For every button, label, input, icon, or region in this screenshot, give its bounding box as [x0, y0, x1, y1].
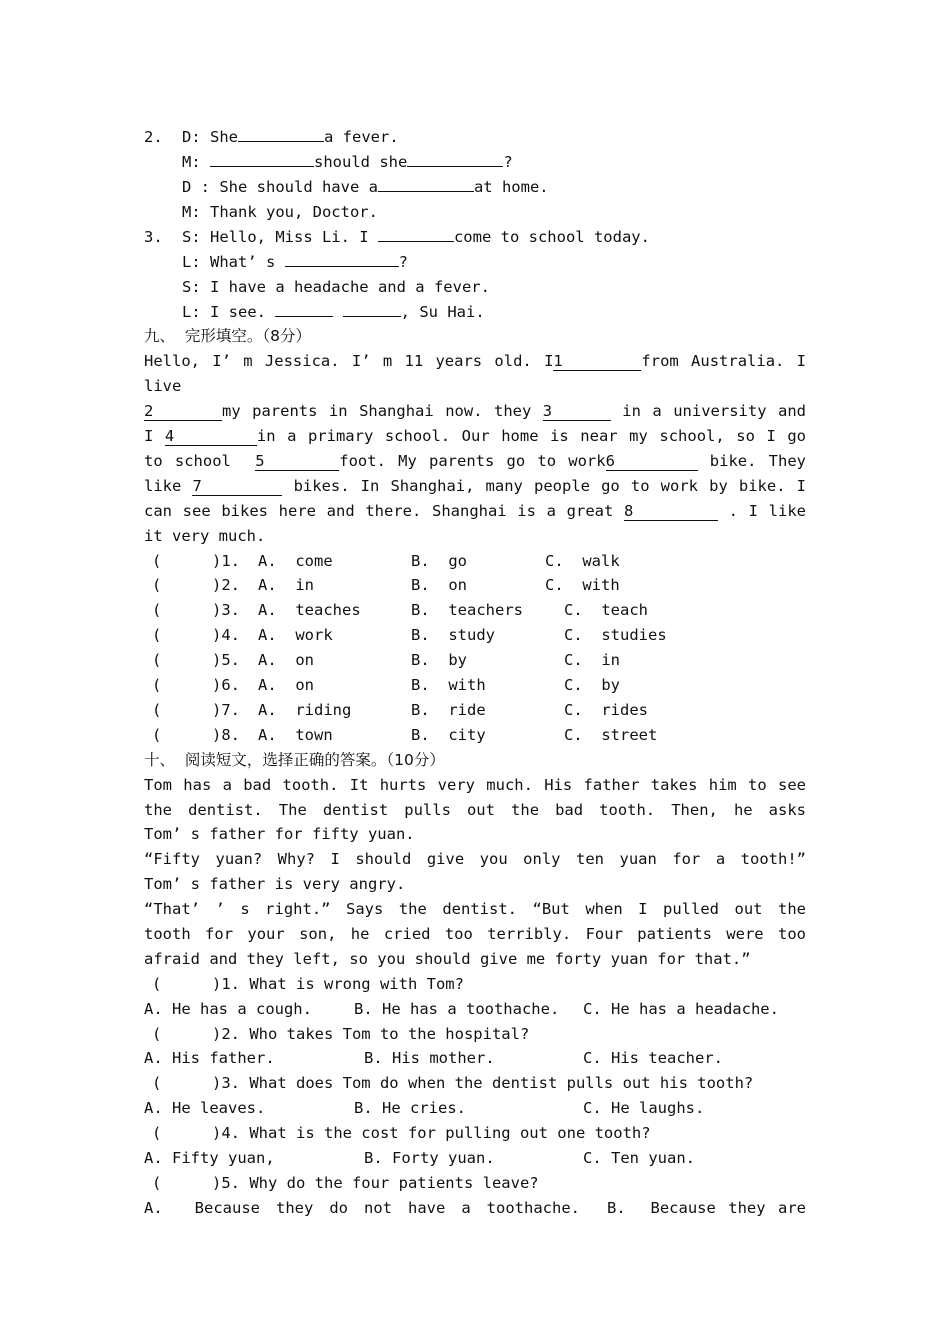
- cloze-blank-5[interactable]: 5: [255, 452, 339, 471]
- answer-b[interactable]: B. He has a toothache.: [354, 1000, 560, 1018]
- dialogue-3-number: 3.: [144, 228, 163, 246]
- option-c[interactable]: C. rides: [564, 701, 648, 719]
- option-row-paren: (: [152, 701, 162, 719]
- option-b[interactable]: B. study: [411, 626, 495, 644]
- option-a[interactable]: A. town: [258, 726, 333, 744]
- question-5: )5. Why do the four patients leave?: [212, 1174, 539, 1192]
- cloze-blank-7[interactable]: 7: [192, 477, 282, 496]
- option-c[interactable]: C. in: [564, 651, 620, 669]
- answer-a[interactable]: A. He leaves.: [144, 1099, 266, 1117]
- blank[interactable]: [343, 316, 401, 317]
- cloze-line-3: 2 my parents in Shanghai now. they 3 in a university and: [144, 402, 806, 420]
- passage-line: tooth for your son, he cried too terribly. Four patients were too: [144, 925, 806, 943]
- passage-line: “Fifty yuan? Why? I should give you only ten yuan for a tooth!”: [144, 850, 806, 868]
- answer-b[interactable]: B. His mother.: [364, 1049, 495, 1067]
- question-paren: (: [152, 1174, 162, 1192]
- passage-line: the dentist. The dentist pulls out the bad tooth. Then, he asks: [144, 801, 806, 819]
- option-a[interactable]: A. riding: [258, 701, 352, 719]
- section-9-heading: 九、 完形填空。（8分）: [144, 327, 311, 345]
- option-a[interactable]: A. teaches: [258, 601, 361, 619]
- passage-line: Tom’ s father is very angry.: [144, 875, 406, 893]
- cloze-line-6: like 7 bikes. In Shanghai, many people go to work by bike. I: [144, 477, 806, 495]
- cloze-blank-6[interactable]: 6: [606, 452, 698, 471]
- option-a[interactable]: A. work: [258, 626, 333, 644]
- section-10-heading: 十、 阅读短文，选择正确的答案。（10分）: [144, 751, 445, 769]
- question-3: )3. What does Tom do when the dentist pulls out his tooth?: [212, 1074, 754, 1092]
- cloze-blank-3[interactable]: 3: [543, 402, 611, 421]
- answer-c[interactable]: C. His teacher.: [583, 1049, 723, 1067]
- option-a[interactable]: A. come: [258, 552, 333, 570]
- option-c[interactable]: C. with: [545, 576, 620, 594]
- passage-line: afraid and they left, so you should give me forty yuan for that.”: [144, 950, 751, 968]
- option-b[interactable]: B. on: [411, 576, 467, 594]
- option-number: )7.: [212, 701, 240, 719]
- dialogue-2-line-4: M: Thank you, Doctor.: [182, 203, 378, 221]
- cloze-blank-8[interactable]: 8: [624, 502, 718, 521]
- cloze-line-4: I 4 in a primary school. Our home is near my school, so I go: [144, 427, 806, 445]
- option-b[interactable]: B. go: [411, 552, 467, 570]
- option-number: )4.: [212, 626, 240, 644]
- option-c[interactable]: C. by: [564, 676, 620, 694]
- option-row-paren: (: [152, 676, 162, 694]
- option-number: )5.: [212, 651, 240, 669]
- option-row-paren: (: [152, 552, 162, 570]
- option-row-paren: (: [152, 601, 162, 619]
- blank[interactable]: [285, 266, 399, 267]
- option-c[interactable]: C. teach: [564, 601, 648, 619]
- option-number: )3.: [212, 601, 240, 619]
- option-number: )8.: [212, 726, 240, 744]
- question-4: )4. What is the cost for pulling out one tooth?: [212, 1124, 651, 1142]
- blank[interactable]: [407, 166, 503, 167]
- passage-line: Tom’ s father for fifty yuan.: [144, 825, 415, 843]
- option-a[interactable]: A. on: [258, 651, 314, 669]
- option-b[interactable]: B. by: [411, 651, 467, 669]
- passage-line: “That’ ’ s right.” Says the dentist. “But when I pulled out the: [144, 900, 806, 918]
- dialogue-2-line-1: D: She a fever.: [182, 128, 399, 146]
- dialogue-2-line-2: M: should she ?: [182, 153, 513, 171]
- option-a[interactable]: A. in: [258, 576, 314, 594]
- question-paren: (: [152, 1025, 162, 1043]
- blank[interactable]: [275, 316, 333, 317]
- answer-b[interactable]: B. He cries.: [354, 1099, 466, 1117]
- option-number: )1.: [212, 552, 240, 570]
- question-paren: (: [152, 1124, 162, 1142]
- option-b[interactable]: B. teachers: [411, 601, 523, 619]
- dialogue-3-line-4: L: I see. , Su Hai.: [182, 303, 485, 321]
- option-row-paren: (: [152, 576, 162, 594]
- dialogue-3-line-3: S: I have a headache and a fever.: [182, 278, 490, 296]
- option-row-paren: (: [152, 726, 162, 744]
- blank[interactable]: [378, 191, 474, 192]
- dialogue-2-number: 2.: [144, 128, 163, 146]
- option-row-paren: (: [152, 651, 162, 669]
- dialogue-3-line-2: L: What’ s ?: [182, 253, 408, 271]
- answer-b[interactable]: B. Forty yuan.: [364, 1149, 495, 1167]
- cloze-line-8: it very much.: [144, 527, 266, 545]
- option-b[interactable]: B. ride: [411, 701, 486, 719]
- option-b[interactable]: B. with: [411, 676, 486, 694]
- answer-c[interactable]: C. Ten yuan.: [583, 1149, 695, 1167]
- cloze-line-2: live: [144, 377, 182, 395]
- answer-b[interactable]: B. Because they are: [607, 1199, 806, 1217]
- dialogue-2-line-3: D : She should have a at home.: [182, 178, 549, 196]
- option-c[interactable]: C. street: [564, 726, 658, 744]
- cloze-blank-2[interactable]: 2: [144, 402, 222, 421]
- question-1: )1. What is wrong with Tom?: [212, 975, 464, 993]
- answer-c[interactable]: C. He laughs.: [583, 1099, 705, 1117]
- blank[interactable]: [238, 141, 324, 142]
- blank[interactable]: [378, 241, 454, 242]
- option-b[interactable]: B. city: [411, 726, 486, 744]
- option-row-paren: (: [152, 626, 162, 644]
- answer-a[interactable]: A. His father.: [144, 1049, 275, 1067]
- question-paren: (: [152, 975, 162, 993]
- option-number: )6.: [212, 676, 240, 694]
- answer-c[interactable]: C. He has a headache.: [583, 1000, 779, 1018]
- answer-a[interactable]: A. He has a cough.: [144, 1000, 312, 1018]
- option-c[interactable]: C. walk: [545, 552, 620, 570]
- option-number: )2.: [212, 576, 240, 594]
- option-c[interactable]: C. studies: [564, 626, 667, 644]
- cloze-line-1: Hello, I’ m Jessica. I’ m 11 years old. I1 from Australia. I: [144, 352, 807, 370]
- option-a[interactable]: A. on: [258, 676, 314, 694]
- cloze-blank-1[interactable]: 1: [553, 352, 641, 371]
- answer-a[interactable]: A. Fifty yuan,: [144, 1149, 275, 1167]
- passage-line: Tom has a bad tooth. It hurts very much. His father takes him to see: [144, 776, 806, 794]
- answer-a[interactable]: A. Because they do not have a toothache.: [144, 1199, 580, 1217]
- dialogue-3-line-1: S: Hello, Miss Li. I come to school today.: [182, 228, 650, 246]
- cloze-blank-4[interactable]: 4: [165, 427, 257, 446]
- question-paren: (: [152, 1074, 162, 1092]
- cloze-line-7: can see bikes here and there. Shanghai is a great 8 . I like: [144, 502, 806, 520]
- question-2: )2. Who takes Tom to the hospital?: [212, 1025, 530, 1043]
- blank[interactable]: [210, 166, 314, 167]
- cloze-line-5: to school 5 foot. My parents go to work6 bike. They: [144, 452, 806, 470]
